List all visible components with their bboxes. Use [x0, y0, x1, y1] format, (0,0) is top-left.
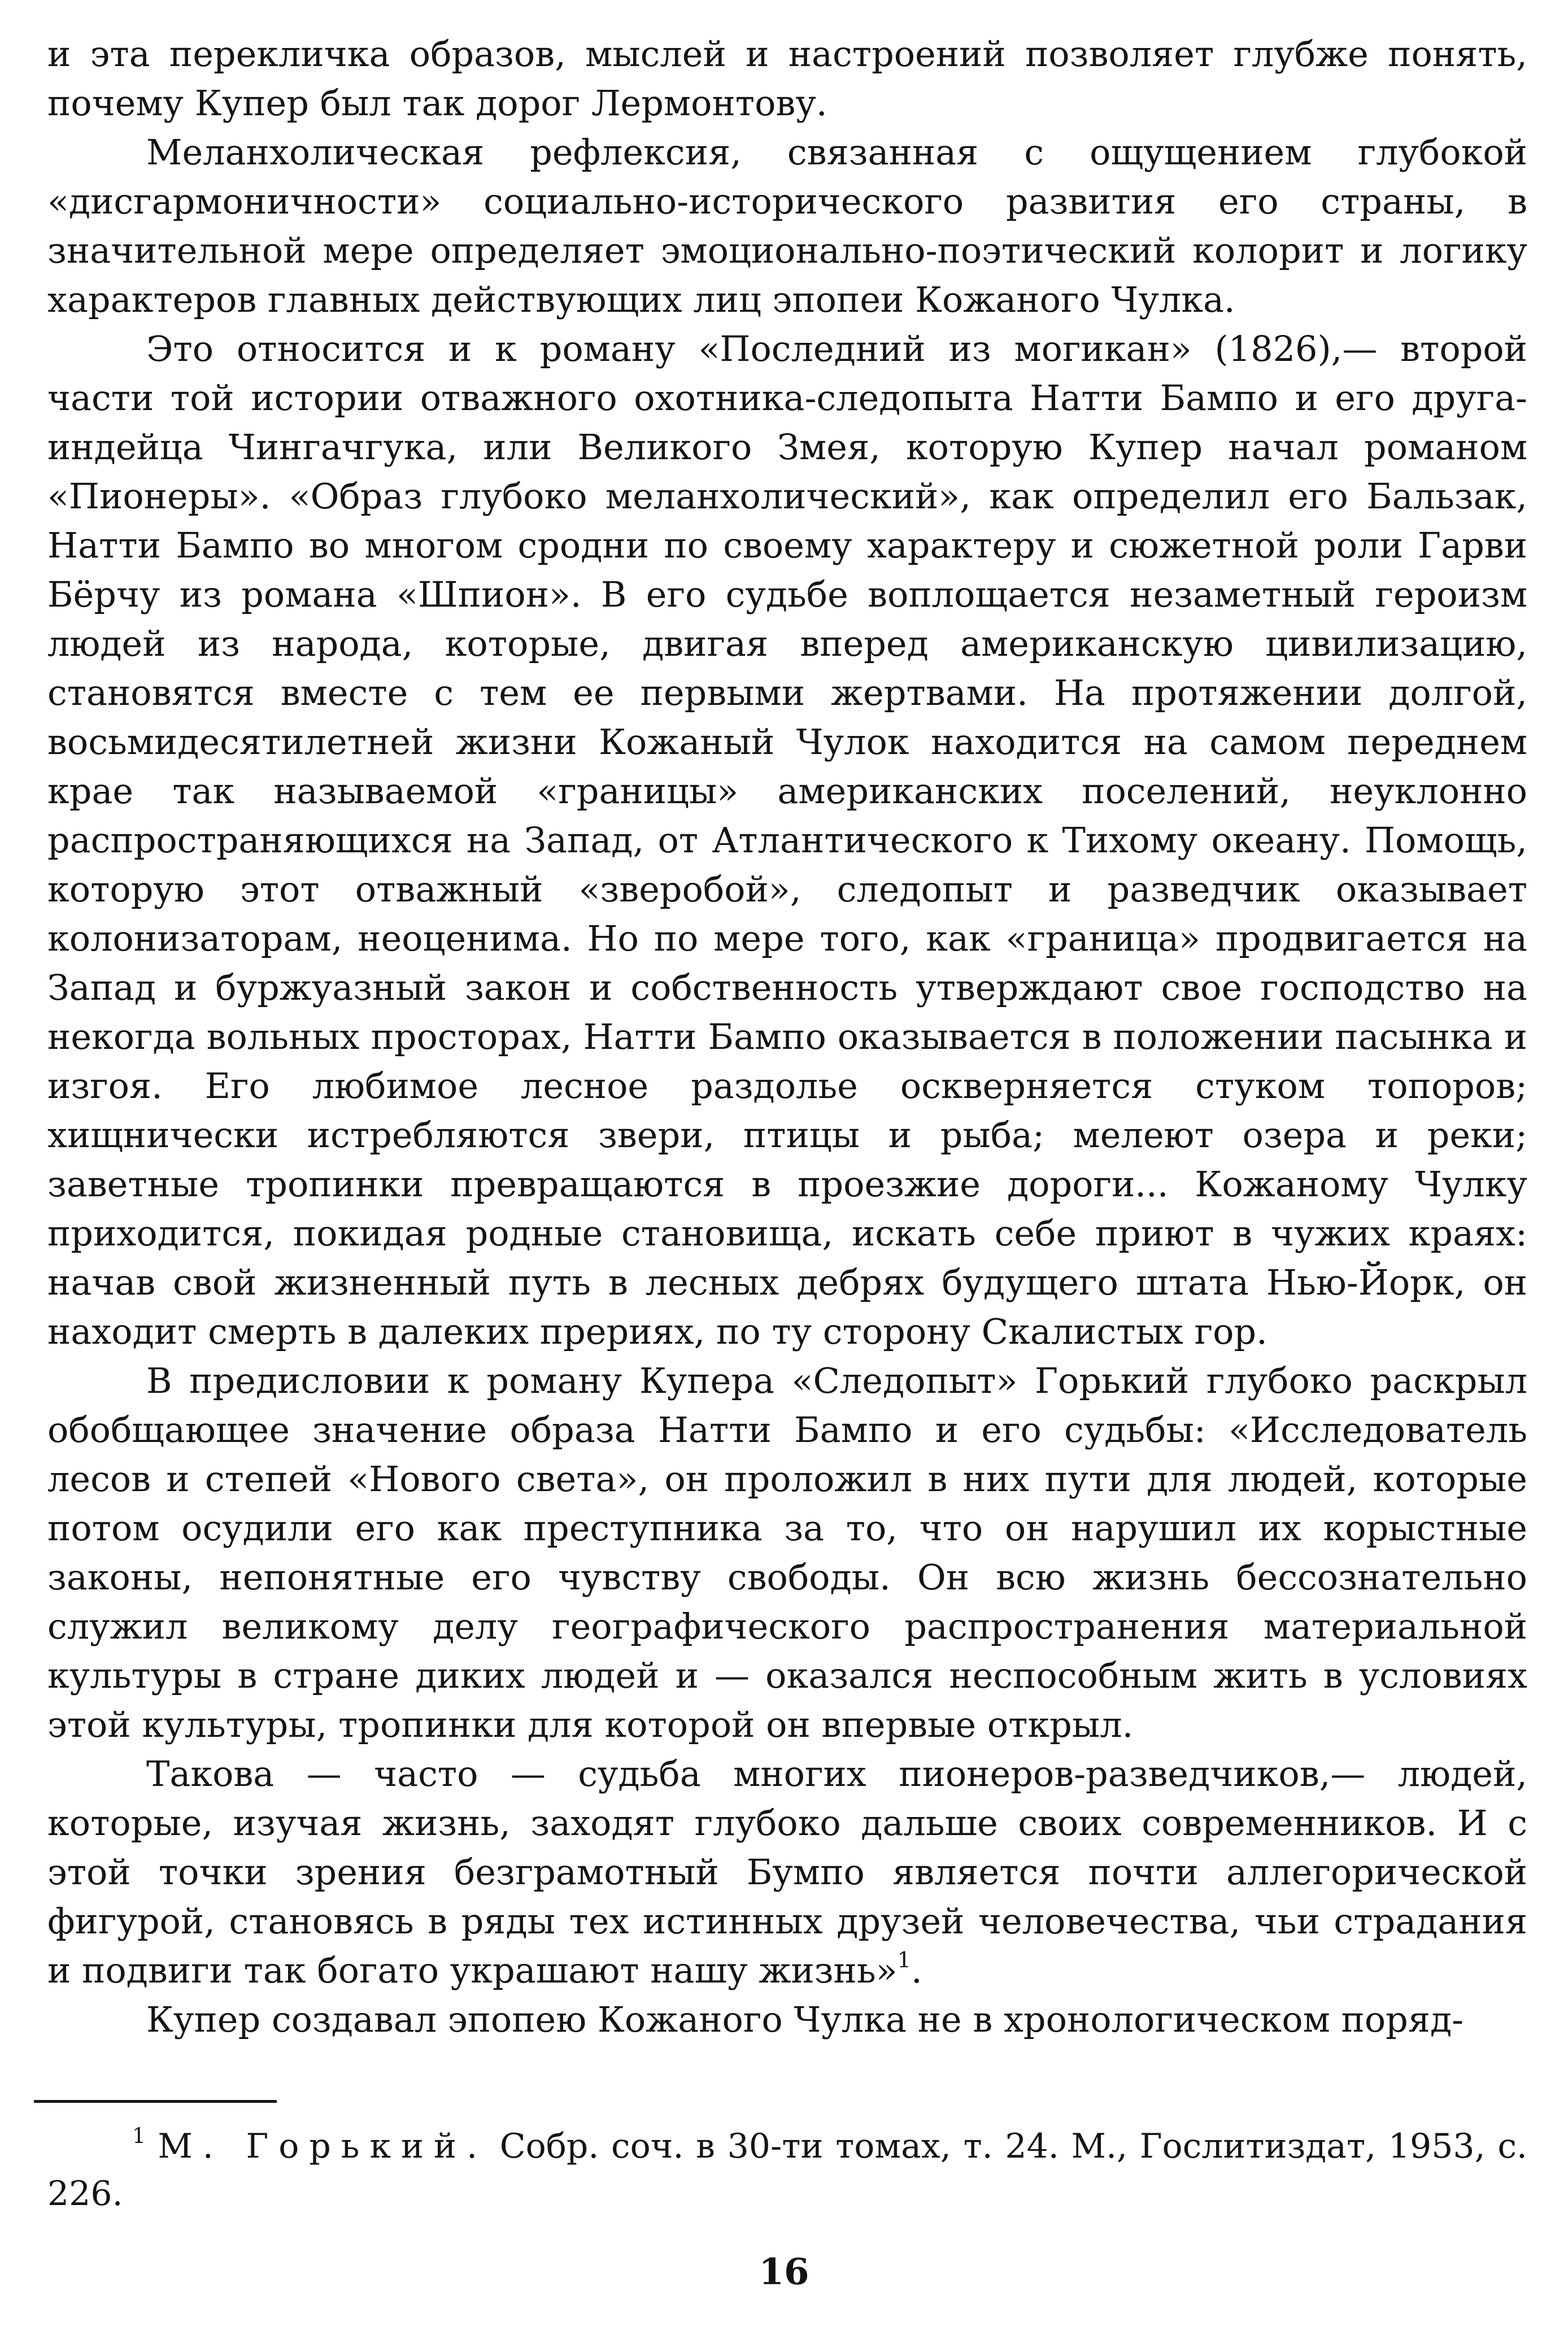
- body-text: [47, 29, 1527, 2044]
- paragraph-6: Купер создавал эпопею Кожаного Чулка не в хронологическом поряд-: [146, 1999, 1464, 2040]
- page-number: 16: [759, 2251, 809, 2293]
- page-body: [47, 29, 1527, 2044]
- footnote-separator: [34, 2100, 277, 2103]
- paragraph-4: В предисловии к роману Купера «Следопыт» Горький глубоко раскрыл обобщающее значение образа Натти Бампо и его судьбы: «Исследователь лесов и степей «Нового света», он проложил в них пути для людей, которые потом осудили его как преступника за то, что он нарушил их корыстные законы, непонятные его чувству свободы. Он всю жизнь бессознательно служил великому делу географического распространения материальной культуры в стране диких людей и — оказался неспособным жить в условиях этой культуры, тропинки для которой он впервые открыл.: [47, 1360, 1527, 1745]
- footnote-marker: 1: [132, 2123, 146, 2148]
- paragraph-5-period: .: [911, 1950, 922, 1991]
- footnote-reference: 1: [897, 1947, 911, 1973]
- paragraph-1: и эта перекличка образов, мыслей и настроений позволяет глубже понять, почему Купер был так дорог Лермонтову.: [47, 33, 1527, 124]
- footnote-author: М. Горький.: [158, 2127, 488, 2166]
- paragraph-2: Меланхолическая рефлексия, связанная с ощущением глубокой «дисгармоничности» социально-исторического развития его страны, в значительной мере определяет эмоционально-поэтический колорит и логику характеров главных действующих лиц эпопеи Кожаного Чулка.: [47, 132, 1527, 320]
- footnote: [47, 2123, 1527, 2217]
- footnote-text: Собр. соч. в 30-ти томах, т. 24. М., Гослитиздат, 1953, с. 226.: [47, 2127, 1528, 2214]
- paragraph-5-text: Такова — часто — судьба многих пионеров-разведчиков,— людей, которые, изучая жизнь, заходят глубоко дальше своих современников. И с этой точки зрения безграмотный Бумпо является почти аллегорической фигурой, становясь в ряды тех истинных друзей человечества, чьи страдания и подвиги так богато украшают нашу жизнь»: [47, 1753, 1527, 1991]
- paragraph-5: [47, 1749, 1527, 1995]
- paragraph-3: Это относится и к роману «Последний из могикан» (1826),— второй части той истории отважного охотника-следопыта Натти Бампо и его друга-индейца Чингачгука, или Великого Змея, которую Купер начал романом «Пионеры». «Образ глубоко меланхолический», как определил его Бальзак, Натти Бампо во многом сродни по своему характеру и сюжетной роли Гарви Бёрчу из романа «Шпион». В его судьбе воплощается незаметный героизм людей из народа, которые, двигая вперед американскую цивилизацию, становятся вместе с тем ее первыми жертвами. На протяжении долгой, восьмидесятилетней жизни Кожаный Чулок находится на самом переднем крае так называемой «границы» американских поселений, неуклонно распространяющихся на Запад, от Атлантического к Тихому океану. Помощь, которую этот отважный «зверобой», следопыт и разведчик оказывает колонизаторам, неоценима. Но по мере того, как «граница» продвигается на Запад и буржуазный закон и собственность утверждают свое господство на некогда вольных просторах, Натти Бампо оказывается в положении пасынка и изгоя. Его любимое лесное раздолье оскверняется стуком топоров; хищнически истребляются звери, птицы и рыба; мелеют озера и реки; заветные тропинки превращаются в проезжие дороги... Кожаному Чулку приходится, покидая родные становища, искать себе приют в чужих краях: начав свой жизненный путь в лесных дебрях будущего штата Нью-Йорк, он находит смерть в далеких прериях, по ту сторону Скалистых гор.: [47, 328, 1527, 1352]
